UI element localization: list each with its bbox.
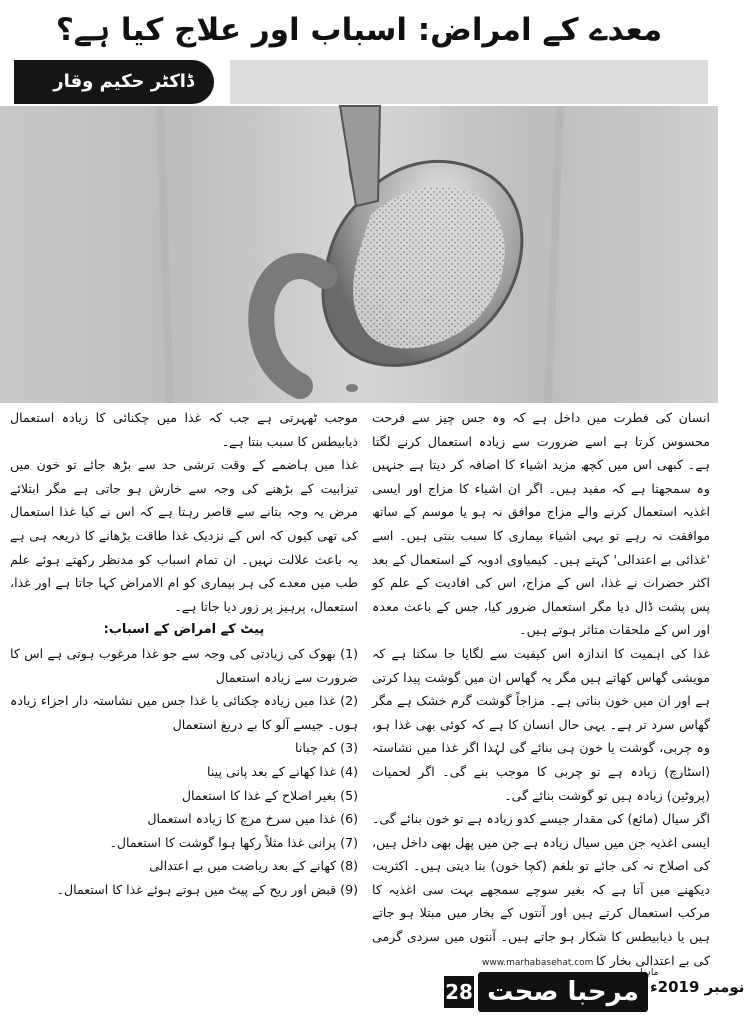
cause-item: (1) بھوک کی زیادتی کی وجہ سے جو غذا مرغوب ہوتی ہے اس کا ضرورت سے زیادہ استعمال <box>10 645 358 685</box>
paragraph: اگر سیال (مائع) کی مقدار جیسے کدو زیادہ ہے تو خون بنائے گی۔ ایسی اغذیہ جن میں سیال زیادہ ہے جن میں پھل بھی داخل ہیں، کی اصلاح نہ کی جائے تو بلغم (کچا خون) بنا دیتی ہیں۔ اکثریت دیکھنے میں آتا ہے کہ بغیر سوچے سمجھے بہت سی اغذیہ کا مرکب استعمال کرتے ہیں اور آنتوں کے بخار میں مبتلا ہو جاتے ہیں یا ذیابیطس کا شکار ہو جاتے ہیں۔ آنتوں میں سردی گرمی کی بے اعتدالی بخار کا <box>372 811 710 968</box>
causes-heading: پیٹ کے امراض کے اسباب: <box>103 622 265 638</box>
column-left <box>10 406 358 1000</box>
paragraph: غذا میں ہاضمے کے وقت ترشی حد سے بڑھ جائے تو خون میں تیزابیت کے بڑھنے کی وجہ سے خارش ہو جاتی ہے مگر ابتلائے مرض یہ وجہ بتانے سے قاصر رہتا ہے کہ اس نے کیا غذا استعمال کی تھی کیوں کہ اس کے نزدیک غذا طاقت بڑھانے کا ذریعہ ہی ہے یہ باعث علالت نہیں۔ ان تمام اسباب کو مدنظر رکھتے ہوئے علم طب میں معدے کی ہر بیماری کو ام الامراض کہا جاتا ہے اور غذا، استعمال، پرہیز پر زور دیا جاتا ہے۔ <box>10 457 358 614</box>
cause-item: (7) پرانی غذا مثلاً رکھا ہوا گوشت کا استعمال۔ <box>109 834 358 850</box>
cause-item: (2) غذا میں زیادہ چکنائی یا غذا جس میں نشاستہ دار اجزاء زیادہ ہوں۔ جیسے آلو کا بے دریغ استعمال <box>10 693 358 732</box>
magazine-prefix: ماہنامہ <box>630 968 659 978</box>
page-number: 28 <box>444 976 474 1008</box>
issue-date: نومبر 2019ء <box>650 978 744 996</box>
article-title: معدے کے امراض: اسباب اور علاج کیا ہے؟ <box>55 12 663 48</box>
page-footer <box>398 958 744 1014</box>
cause-item: (9) قبض اور ریح کے پیٹ میں ہوتے ہوئے غذا کا استعمال۔ <box>56 881 358 897</box>
paragraph: غذا کی اہمیت کا اندازہ اس کیفیت سے لگایا جا سکتا ہے کہ مویشی گھاس کھاتے ہیں مگر یہ گھاس ان میں گوشت پیدا کرتی ہے اور ان میں خون بناتی ہے۔ مزاجاً گوشت گرم خشک ہے مگر گھاس سرد تر ہے۔ یہی حال انسان کا ہے کہ کوئی بھی غذا ہو، وہ چربی، گوشت یا خون ہی بنائے گی لہٰذا اگر غذا میں نشاستہ (اسٹارچ) زیادہ ہے تو چربی کا موجب بنے گی۔ اگر لحمیات (پروٹین) زیادہ ہیں تو گوشت بنائے گی۔ <box>372 645 710 803</box>
author-banner <box>14 60 214 104</box>
paragraph: انسان کی فطرت میں داخل ہے کہ وہ جس چیز سے فرحت محسوس کرتا ہے اسے ضرورت سے زیادہ استعمال کرنے لگتا ہے۔ کبھی اس میں کچھ مزید اشیاء کا اضافہ کر دیتا ہے جنہیں وہ سمجھتا ہے کہ مفید ہیں۔ اگر ان اشیاء کا مزاج اور ایسی اغذیہ استعمال کرنے والے مزاج موافق نہ ہو یا موسم کے ساتھ موافقت نہ رہے تو یہی اشیاء بیماری کا سبب بنتی ہیں۔ اسے 'غذائی بے اعتدالی' کہتے ہیں۔ کیمیاوی ادویہ کے استعمال کے بعد اکثر حضرات نے غذا، اس کے مزاج، اس کی افادیت کے علم کو پس پشت ڈال دیا مگر استعمال ضرور کیا، جس کے باعث معدہ اور اس کے ملحقات متاثر ہوتے ہیں۔ <box>372 410 710 638</box>
paragraph: موجب ٹھہرتی ہے جب کہ غذا میں چکنائی کا زیادہ استعمال ذیابیطس کا سبب بنتا ہے۔ <box>10 410 358 449</box>
website-url: www.marhabasehat.com <box>482 958 594 968</box>
cause-item: (3) کم چبانا <box>295 740 358 756</box>
magazine-logo <box>478 972 648 1012</box>
cause-item: (5) بغیر اصلاح کے غذا کا استعمال <box>181 787 358 803</box>
cause-item: (6) غذا میں سرخ مرچ کا زیادہ استعمال <box>147 811 358 827</box>
magazine-name: مرحبا صحت <box>487 977 639 1007</box>
column-right <box>372 406 710 990</box>
cause-item: (4) غذا کھانے کے بعد پانی پینا <box>207 763 358 779</box>
stomach-photo <box>0 106 718 403</box>
cause-item: (8) کھانے کے بعد ریاضت میں بے اعتدالی <box>149 858 358 874</box>
title-underband <box>230 60 708 104</box>
author-name: ڈاکٹر حکیم وقار <box>53 71 194 92</box>
